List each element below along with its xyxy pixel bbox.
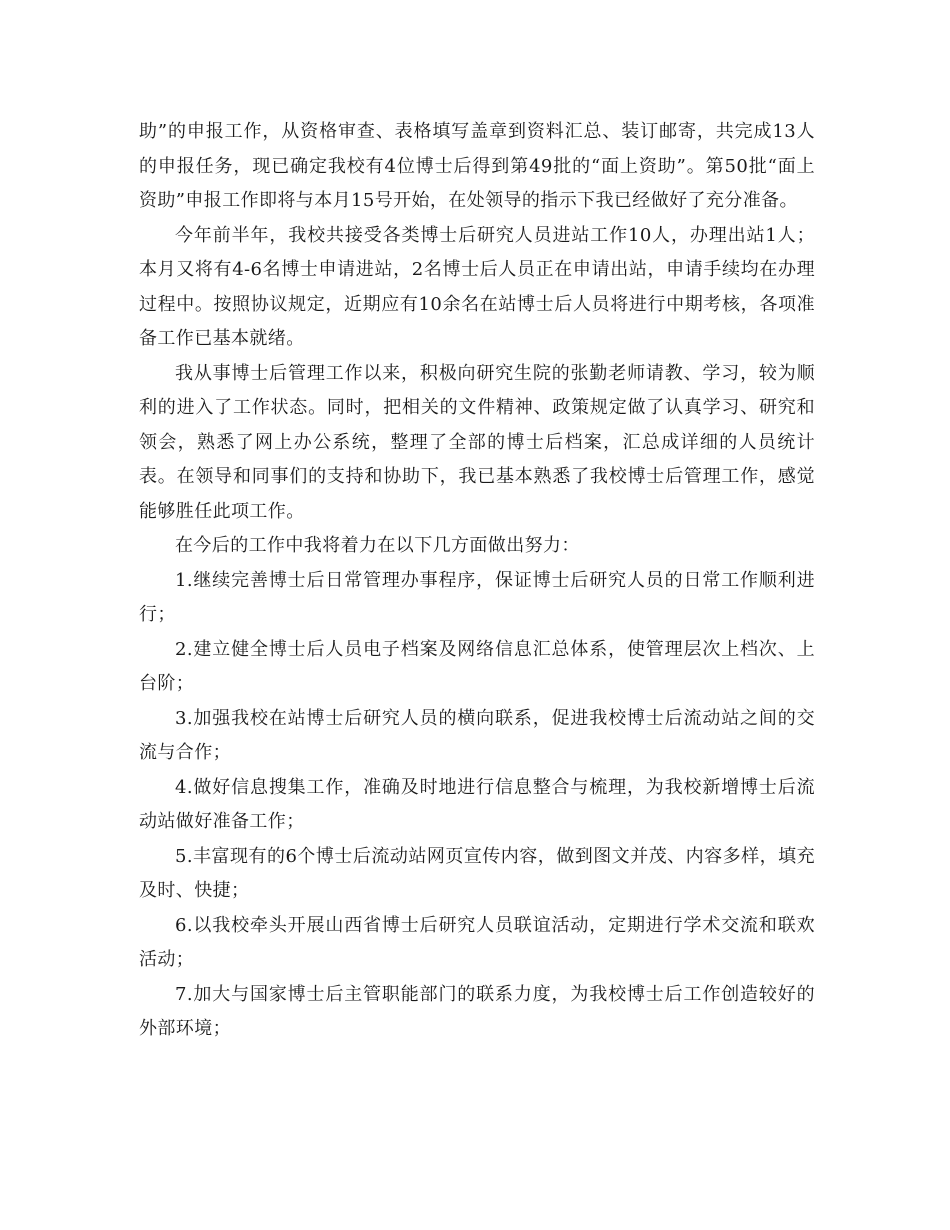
body-paragraph: 在今后的工作中我将着力在以下几方面做出努力： xyxy=(175,535,580,556)
list-item: 3.加强我校在站博士后研究人员的横向联系，促进我校博士后流动站之间的交流与合作； xyxy=(139,707,815,763)
list-item: 6.以我校牵头开展山西省博士后研究人员联谊活动，定期进行学术交流和联欢活动； xyxy=(139,914,815,970)
list-item: 4.做好信息搜集工作，准确及时地进行信息整合与梳理，为我校新增博士后流动站做好准备工作； xyxy=(139,776,815,832)
list-item: 5.丰富现有的6个博士后流动站网页宣传内容，做到图文并茂、内容多样，填充及时、快捷； xyxy=(139,845,815,901)
document-body xyxy=(139,115,815,1047)
body-paragraph: 我从事博士后管理工作以来，积极向研究生院的张勤老师请教、学习，较为顺利的进入了工作状态。同时，把相关的文件精神、政策规定做了认真学习、研究和领会，熟悉了网上办公系统，整理了全部的博士后档案，汇总成详细的人员统计表。在领导和同事们的支持和协助下，我已基本熟悉了我校博士后管理工作，感觉能够胜任此项工作。 xyxy=(139,362,815,522)
list-item: 2.建立健全博士后人员电子档案及网络信息汇总体系，使管理层次上档次、上台阶； xyxy=(139,638,815,694)
body-paragraph: 助”的申报工作，从资格审查、表格填写盖章到资料汇总、装订邮寄，共完成13人的申报任务，现已确定我校有4位博士后得到第49批的“面上资助”。第50批“面上资助”申报工作即将与本月15号开始，在处领导的指示下我已经做好了充分准备。 xyxy=(139,121,815,211)
body-paragraph: 今年前半年，我校共接受各类博士后研究人员进站工作10人，办理出站1人；本月又将有4-6名博士申请进站，2名博士后人员正在申请出站，申请手续均在办理过程中。按照协议规定，近期应有10余名在站博士后人员将进行中期考核，各项准备工作已基本就绪。 xyxy=(139,224,815,349)
list-item: 7.加大与国家博士后主管职能部门的联系力度，为我校博士后工作创造较好的外部环境； xyxy=(139,983,815,1039)
list-item: 1.继续完善博士后日常管理办事程序，保证博士后研究人员的日常工作顺利进行； xyxy=(139,569,815,625)
